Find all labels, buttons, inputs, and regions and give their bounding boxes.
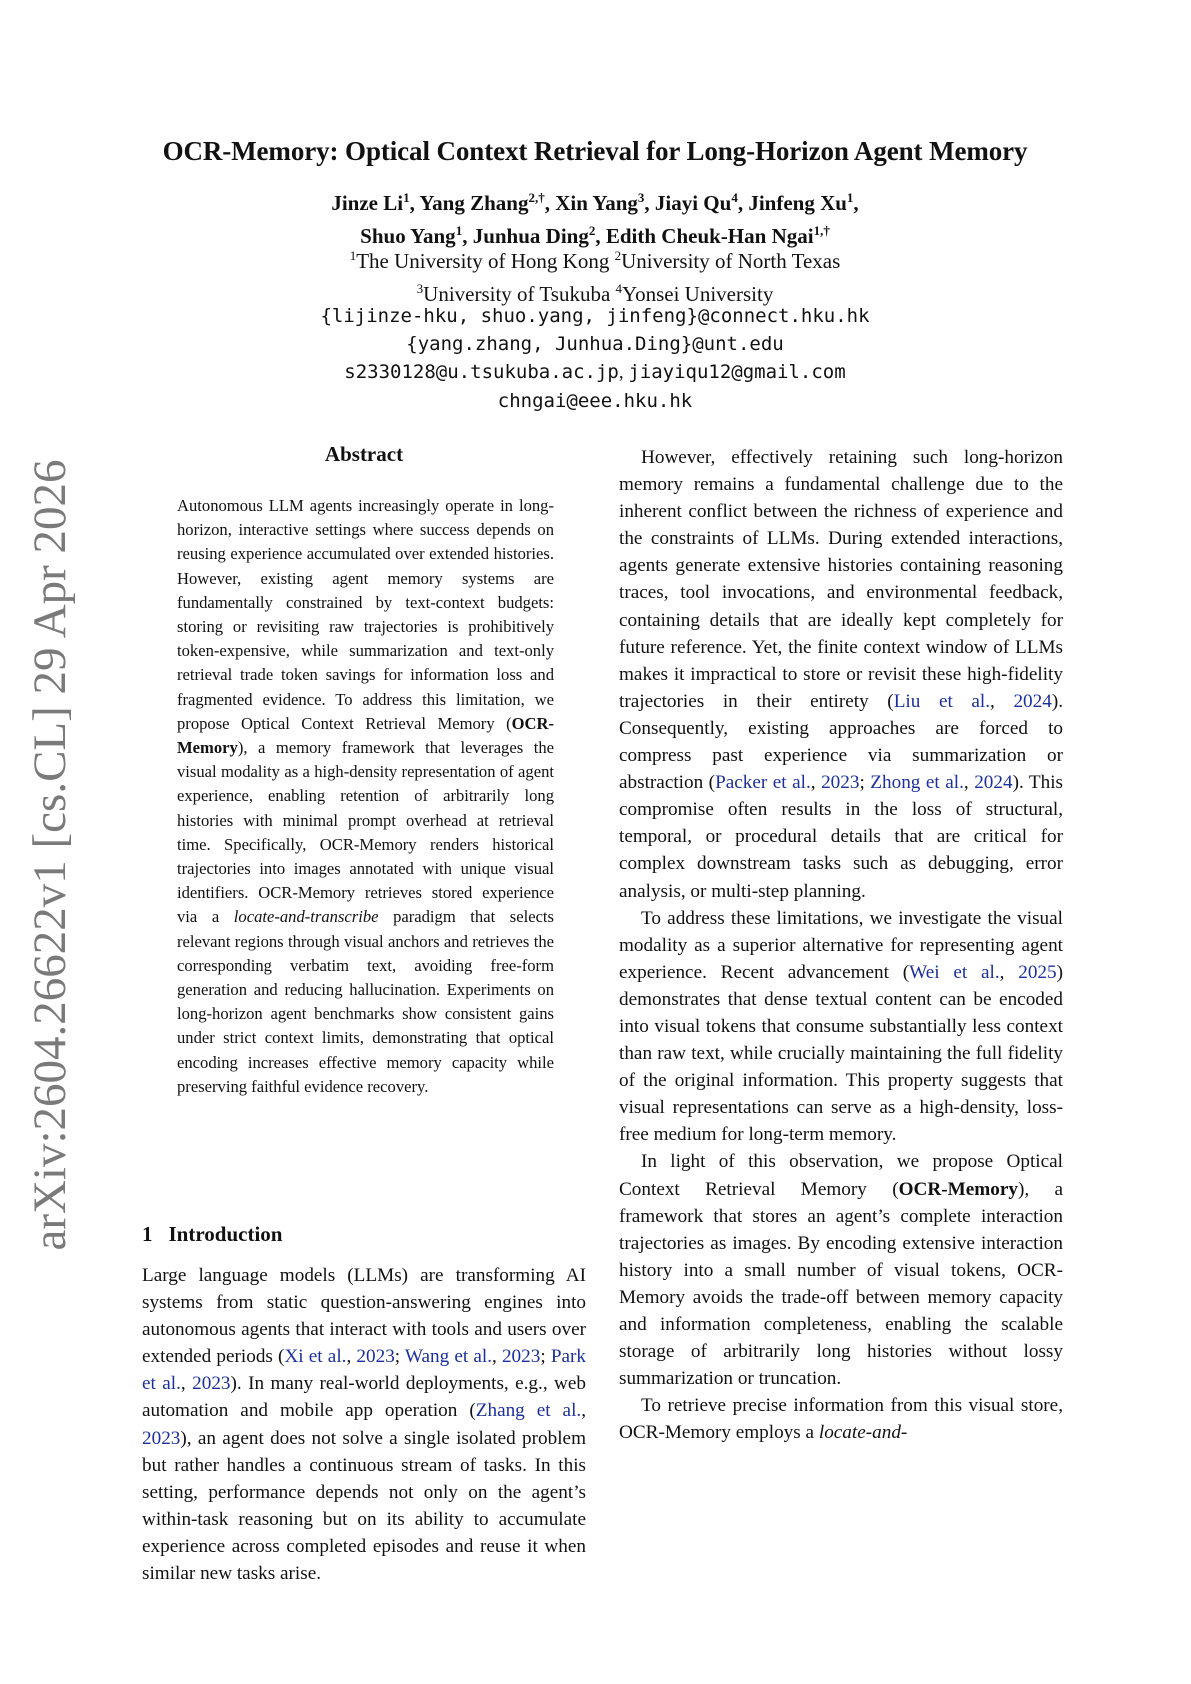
citation-sep: , <box>999 961 1019 983</box>
affil-mark: 4 <box>615 281 623 296</box>
citation-sep: ; <box>540 1346 551 1368</box>
text-span: To retrieve precise information from this visual store, OCR-Memory employs a <box>619 1395 1063 1444</box>
arxiv-sidebar <box>20 459 80 1251</box>
citation-link[interactable]: Wang et al. <box>404 1346 492 1368</box>
citation-link[interactable]: Wei et al. <box>909 961 1000 983</box>
abstract-span: ), a memory framework that leverages the visual modality as a high-density representation of agent experience, enabling retention of arbitrarily long histories with minimal prompt overhead at retrieval time. Specifically, OCR-Memory renders historical trajectories into images annotated with unique visual identifiers. OCR-Memory retrieves stored experience via a <box>177 738 554 927</box>
author-name: Shuo Yang <box>360 224 456 248</box>
citation-year-link[interactable]: 2023 <box>501 1346 541 1368</box>
citation-sep: , <box>180 1373 193 1395</box>
email-line[interactable]: {yang.zhang, Junhua.Ding}@unt.edu <box>406 333 784 355</box>
paragraph <box>619 905 1063 1149</box>
author-affil-mark: 3 <box>637 190 645 205</box>
author-name: Edith Cheuk-Han Ngai <box>605 224 814 248</box>
author-name: Jiayi Qu <box>654 191 732 215</box>
author-name: Jinze Li <box>331 191 404 215</box>
email-list <box>200 302 990 415</box>
abstract-heading: Abstract <box>324 442 404 466</box>
citation-year-link[interactable]: 2023 <box>142 1427 181 1449</box>
author-name: Xin Yang <box>555 191 638 215</box>
citation-sep: , <box>581 1400 587 1422</box>
affil-mark: 3 <box>416 281 424 296</box>
author-list: Jinze Li$^1$, Yang Zhang$^{2,\dagger}$, Xin Yang$^3$, Jiayi Qu$^4$, Jinfeng Xu$^1$, Shuo Yang$^1$, Junhua Ding$^2$, Edith Cheuk-Han Ngai$^{1,\dagger}$ <box>331 190 859 248</box>
email-line[interactable]: chngai@eee.hku.hk <box>497 390 693 412</box>
affiliation: University of North Texas <box>621 249 841 273</box>
section-number: 1 <box>142 1222 153 1246</box>
author-name: Junhua Ding <box>472 224 589 248</box>
citation-link[interactable]: Packer et al. <box>715 772 811 794</box>
section-title: Introduction <box>168 1222 283 1246</box>
method-name: OCR-Memory <box>177 713 554 758</box>
email-address[interactable]: s2330128@u.tsukuba.ac.jp <box>344 361 619 383</box>
citation-sep: ; <box>394 1346 405 1368</box>
paper-title: OCR-Memory: Optical Context Retrieval for Long-Horizon Agent Memory <box>162 136 1028 166</box>
text-span: In light of this observation, we propose Optical Context Retrieval Memory ( <box>619 1151 1063 1200</box>
text-span: ), a framework that stores an agent’s complete interaction trajectories as images. By encoding extensive interaction history into a small number of visual tokens, OCR-Memory avoids the trade-off between memory capacity and information completeness, enabling the scalable storage of arbitrarily long histories without lossy summarization or truncation. <box>619 1178 1063 1390</box>
abstract-span: paradigm that selects relevant regions through visual anchors and retrieves the corresponding verbatim text, avoiding free-form generation and reducing hallucination. Experiments on long-horizon agent benchmarks show consistent gains under strict context limits, demonstrating that optical encoding increases effective memory capacity while preserving faithful evidence recovery. <box>177 907 554 1096</box>
affiliation: The University of Hong Kong <box>356 249 610 273</box>
text-span: ). In many real-world deployments, e.g., web automation and mobile app operation ( <box>142 1373 586 1422</box>
citation-link[interactable]: Liu et al. <box>893 690 991 712</box>
author-affil-mark: 2,† <box>528 190 545 205</box>
abstract-text <box>177 494 554 1099</box>
affil-mark: 2 <box>614 248 622 263</box>
abstract-span: Autonomous LLM agents increasingly operate in long-horizon, interactive settings where success depends on reusing experience accumulated over extended histories. However, existing agent memory systems are fundamentally constrained by text-context budgets: storing or revisiting raw trajectories is prohibitively token-expensive, while summarization and text-only retrieval trade token savings for information loss and fragmented evidence. To address this limitation, we propose Optical Context Retrieval Memory ( <box>177 496 554 733</box>
paradigm-name: locate-and-transcribe <box>233 907 379 927</box>
citation-sep: , <box>492 1346 502 1368</box>
author-affil-mark: 1 <box>846 190 854 205</box>
text-span: Large language models (LLMs) are transforming AI systems from static question-answering engines into autonomous agents that interact with tools and users over extended periods ( <box>142 1265 586 1368</box>
citation-link[interactable]: Park et al. <box>142 1346 586 1395</box>
affil-mark: 1 <box>349 248 357 263</box>
citation-sep: , <box>990 690 1014 712</box>
citation-year-link[interactable]: 2023 <box>192 1373 231 1395</box>
text-span: However, effectively retaining such long-horizon memory remains a fundamental challenge due to the inherent conflict between the richness of experience and the constraints of LLMs. During extended interactions, agents generate extensive histories containing reasoning traces, tool invocations, and environmental feedback, containing details that are ideally kept completely for future reference. Yet, the finite context window of LLMs makes it impractical to store or revisit these high-fidelity trajectories in their entirety ( <box>619 447 1063 712</box>
paradigm-name: locate-and- <box>818 1422 908 1444</box>
author-name: Yang Zhang <box>419 191 529 215</box>
email-address[interactable]: jiayiqu12@gmail.com <box>628 361 846 383</box>
author-affil-mark: 4 <box>731 190 738 205</box>
arxiv-identifier: arXiv:2604.26622v1 [cs.CL] 29 Apr 2026 <box>24 459 76 1251</box>
author-affil-mark: 1,† <box>813 223 830 238</box>
citation-link[interactable]: Zhang et al. <box>475 1400 582 1422</box>
citation-sep: , <box>963 772 975 794</box>
intro-left-column <box>142 1262 586 1587</box>
author-name: Jinfeng Xu <box>748 191 847 215</box>
right-column <box>619 444 1063 1446</box>
author-affil-mark: 1 <box>455 223 463 238</box>
citation-year-link[interactable]: 2025 <box>1018 961 1057 983</box>
citation-year-link[interactable]: 2023 <box>821 772 860 794</box>
text-span: ) demonstrates that dense textual content can be encoded into visual tokens that consume substantially less context than raw text, while crucially maintaining the full fidelity of the original information. This property suggests that visual representations can serve as a high-density, loss-free medium for long-term memory. <box>619 961 1063 1146</box>
method-name: OCR-Memory <box>898 1178 1018 1200</box>
citation-sep: , <box>346 1346 357 1368</box>
paragraph <box>619 444 1063 905</box>
paragraph <box>619 1148 1063 1392</box>
affiliation: University of Tsukuba <box>423 282 611 306</box>
email-separator: , <box>618 362 629 383</box>
citation-year-link[interactable]: 2024 <box>1013 690 1052 712</box>
section-heading-introduction <box>142 1222 586 1247</box>
citation-link[interactable]: Xi et al. <box>284 1346 347 1368</box>
citation-year-link[interactable]: 2024 <box>974 772 1013 794</box>
paragraph <box>619 1392 1063 1446</box>
email-line <box>200 358 990 387</box>
text-span: To address these limitations, we investigate the visual modality as a superior alternative for representing agent experience. Recent advancement ( <box>619 907 1063 983</box>
citation-sep: , <box>810 772 822 794</box>
author-affil-mark: 2 <box>588 223 596 238</box>
text-span: ). Consequently, existing approaches are forced to compress past experience via summarization or abstraction ( <box>619 690 1064 794</box>
text-span: ), an agent does not solve a single isolated problem but rather handles a continuous stream of tasks. In this setting, performance depends not only on the agent’s within-task reasoning but on its ability to accumulate experience across completed episodes and reuse it when similar new tasks arise. <box>142 1427 586 1585</box>
paragraph <box>142 1262 586 1587</box>
citation-year-link[interactable]: 2023 <box>356 1346 395 1368</box>
citation-link[interactable]: Zhong et al. <box>870 772 964 794</box>
affiliation: Yonsei University <box>622 282 774 306</box>
citation-sep: ; <box>859 772 871 794</box>
text-span: ). This compromise often results in the loss of structural, temporal, or procedural details that are critical for complex downstream tasks such as debugging, error analysis, or multi-step planning. <box>619 772 1064 902</box>
affiliations <box>200 242 990 308</box>
author-affil-mark: 1 <box>403 190 410 205</box>
email-line[interactable]: {lijinze-hku, shuo.yang, jinfeng}@connect.hku.hk <box>320 305 870 327</box>
